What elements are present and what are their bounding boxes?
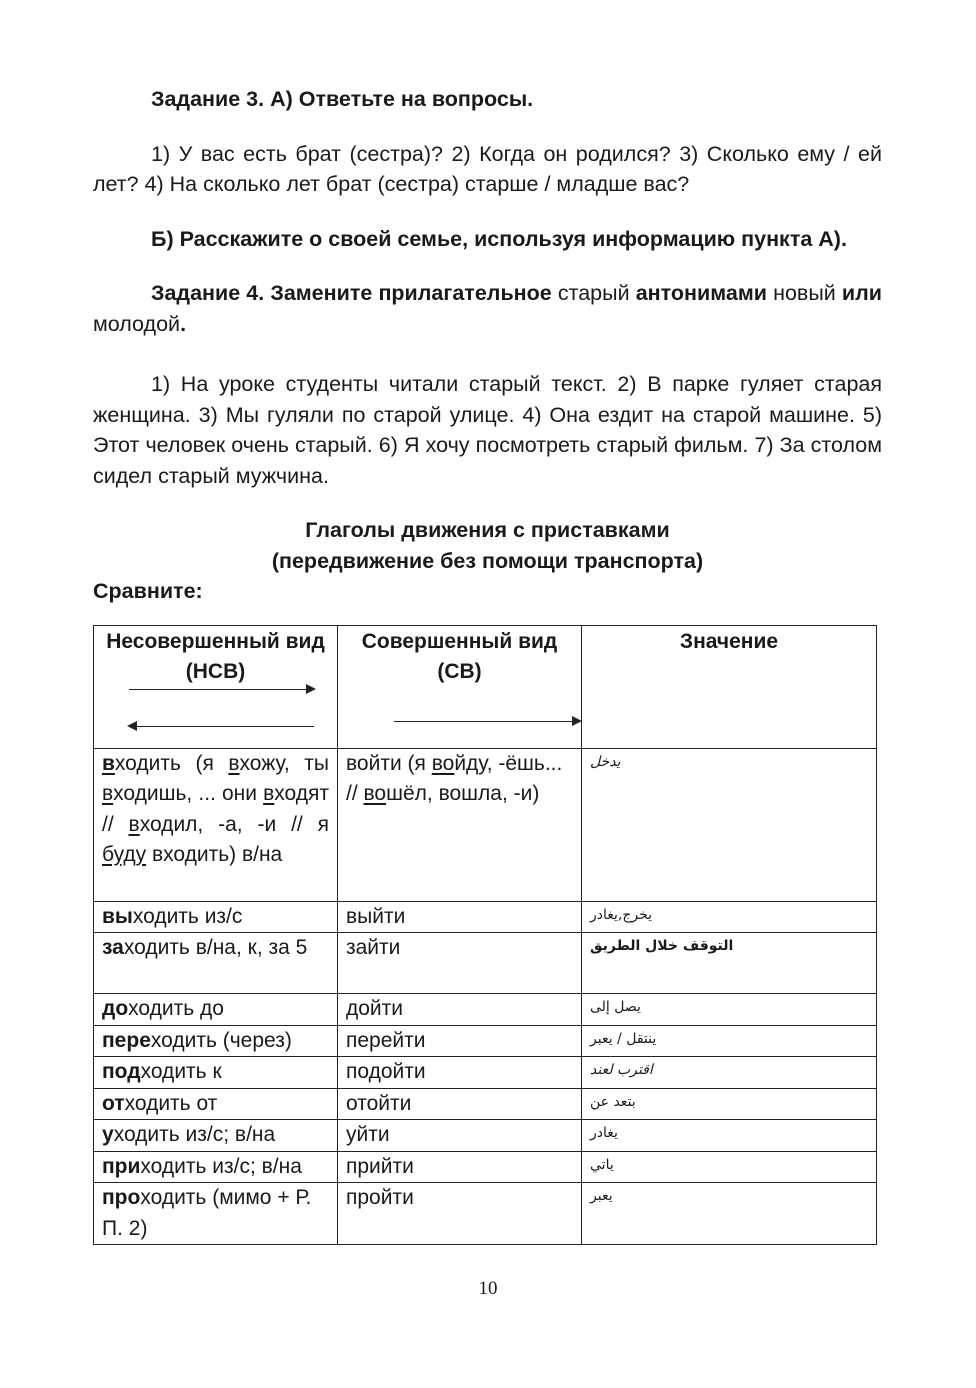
table-row: выходить из/с выйти يخرج,يغادر — [94, 901, 877, 933]
section-subtitle: (передвижение без помощи транспорта) — [271, 548, 704, 573]
task3-questions: 1) У вас есть брат (сестра)? 2) Когда он родился? 3) Сколько ему / ей лет? 4) На сколько лет брат (сестра) старше / младше вас? — [93, 141, 882, 196]
compare-label: Сравните: — [93, 579, 203, 603]
page-number: 10 — [478, 1278, 498, 1299]
arrow-left-icon — [129, 726, 314, 727]
header-perfective: Совершенный вид (СВ) — [338, 625, 582, 748]
cell-perfective: войти (я войду, -ёшь... // вошёл, вошла, -и) — [338, 748, 582, 901]
table-row: заходить в/на, к, за 5 зайти التوقف خلال الطريق — [94, 933, 877, 994]
cell-meaning: يدخل — [582, 748, 877, 901]
table-row: подходить к подойти اقترب لعند — [94, 1057, 877, 1089]
task4-heading: Задание 4. Замените прилагательное старый антонимами новый или молодой. — [93, 281, 882, 336]
table-header-row — [94, 625, 877, 748]
task3-part-b: Б) Расскажите о своей семье, используя информацию пункта А). — [151, 226, 847, 251]
verbs-table — [93, 625, 877, 1246]
table-row: уходить из/с; в/на уйти يغادر — [94, 1120, 877, 1152]
section-title: Глаголы движения с приставками — [305, 518, 670, 542]
table-row: приходить из/с; в/на прийти ياتي — [94, 1151, 877, 1183]
page-content — [93, 84, 882, 1245]
table-row: отходить от отойти بتعد عن — [94, 1088, 877, 1120]
arrow-right-icon — [129, 689, 314, 690]
header-imperfective: Несовершенный вид (НСВ) — [94, 625, 338, 748]
table-row — [94, 748, 877, 901]
task4-sentences: 1) На уроке студенты читали старый текст. 2) В парке гуляет старая женщина. 3) Мы гуляли по старой улице. 4) Она ездит на старой машине. 5) Этот человек очень старый. 6) Я хочу посмотреть старый фильм. 7) За столом сидел старый мужчина. — [93, 372, 882, 488]
task3-heading: Задание 3. А) Ответьте на вопросы. — [151, 87, 534, 111]
table-row: переходить (через) перейти ينتقل / يعبر — [94, 1025, 877, 1057]
table-row: доходить до дойти يصل إلى — [94, 994, 877, 1026]
table-row: проходить (мимо + Р. П. 2) пройти يعبر — [94, 1183, 877, 1245]
cell-imperfective: входить (я вхожу, ты входишь, ... они входят // входил, -а, -и // я буду входить) в/на — [94, 748, 338, 901]
header-meaning: Значение — [582, 625, 877, 748]
arrow-right-icon — [394, 721, 580, 722]
